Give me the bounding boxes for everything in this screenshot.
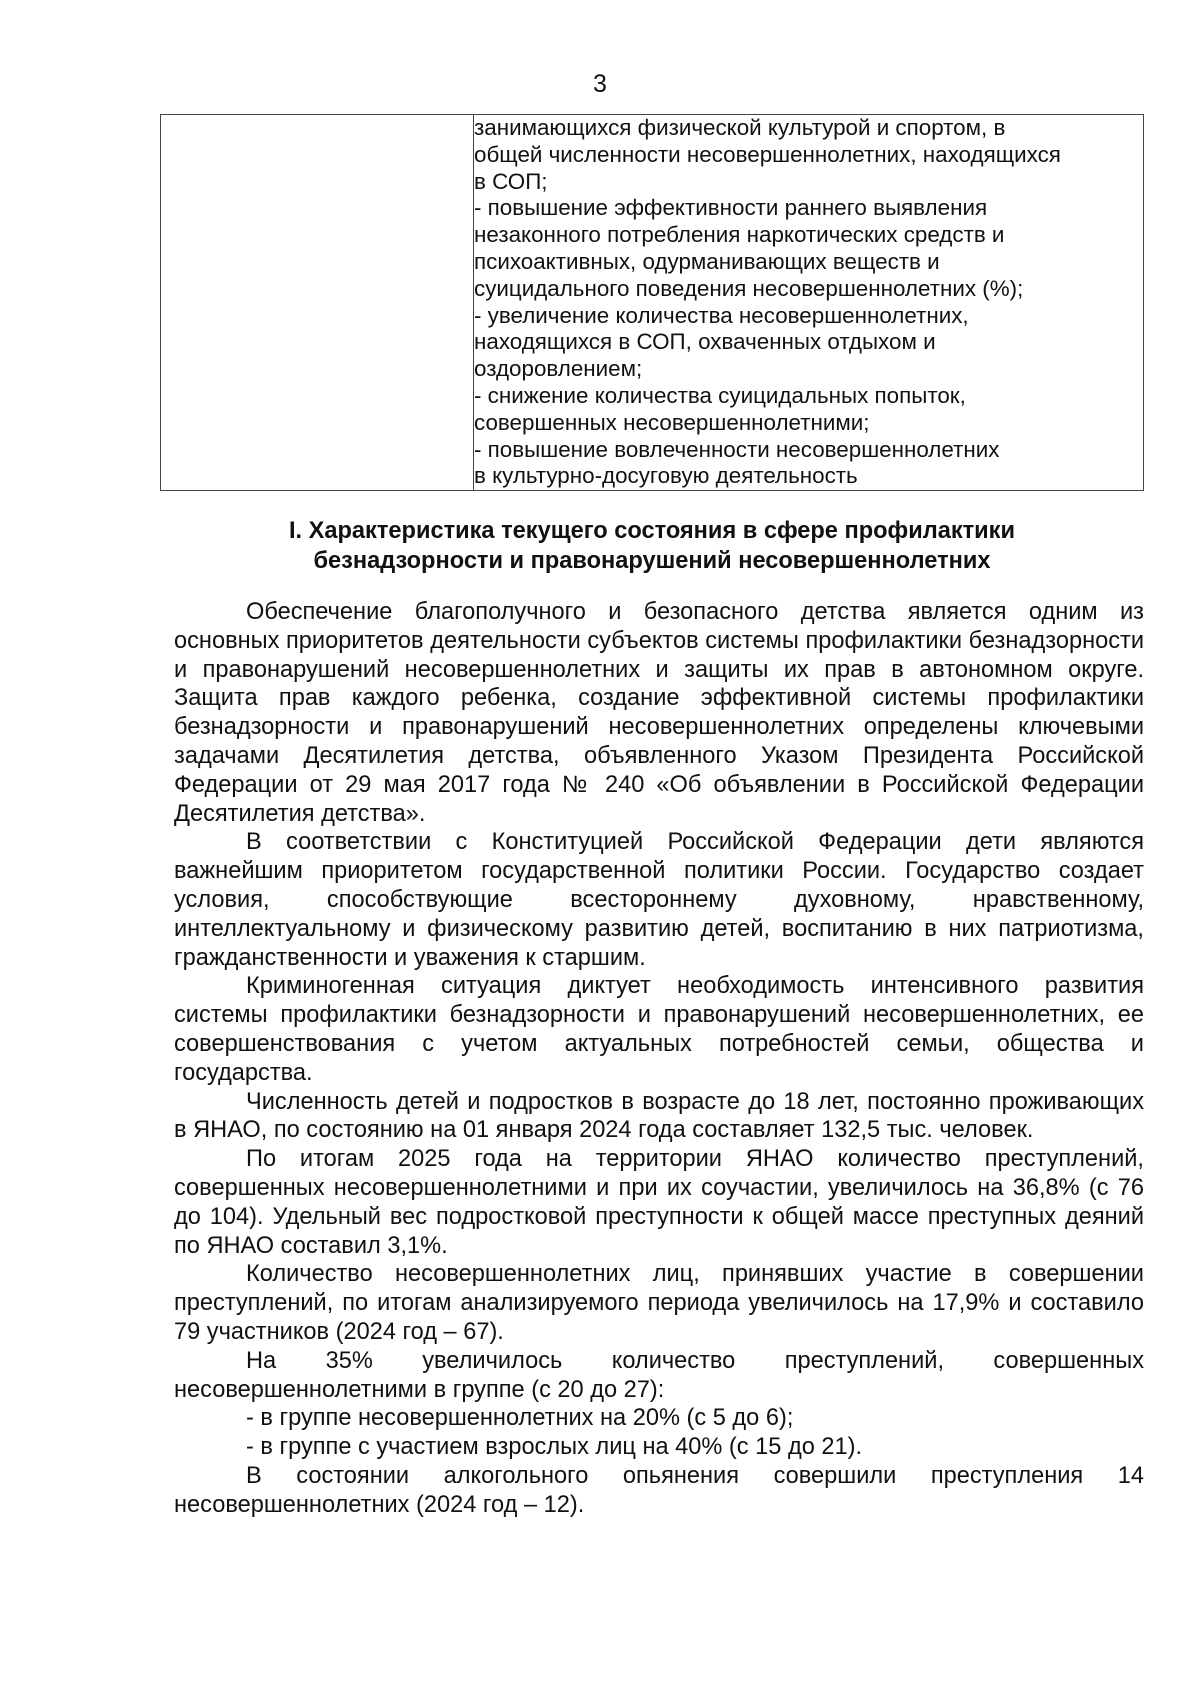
section-body (174, 598, 1144, 1520)
table-cell-line: общей численности несовершеннолетних, находящихся (474, 141, 1061, 167)
paragraph-crime-results-2025: По итогам 2025 года на территории ЯНАО количество преступлений, совершенных несовершеннолетними и при их соучастии, увеличилось на 36,8% (с 76 до 104). Удельный вес подростковой преступности к общей массе преступных деяний по ЯНАО составил 3,1%. (174, 1146, 1144, 1259)
table-cell-line: занимающихся физической культурой и спортом, в (474, 115, 1006, 140)
table-cell-line: совершенных несовершеннолетними; (474, 409, 870, 435)
table-cell-line: находящихся в СОП, охваченных отдыхом и (474, 329, 936, 355)
paragraph-minor-participants: Количество несовершеннолетних лиц, принявших участие в совершении преступлений, по итогам анализируемого периода увеличилось на 17,9% и составило 79 участников (2024 год – 67). (174, 1261, 1144, 1345)
table-cell-line: психоактивных, одурманивающих веществ и (474, 248, 940, 274)
section-heading (160, 516, 1144, 576)
paragraph-children-population: Численность детей и подростков в возрасте до 18 лет, постоянно проживающих в ЯНАО, по состоянию на 01 января 2024 года составляет 132,5 тыс. человек. (174, 1088, 1144, 1144)
table-cell-line: - повышение вовлеченности несовершеннолетних (474, 436, 1000, 462)
table-cell-line: оздоровлением; (474, 356, 643, 382)
table-cell-line: - снижение количества суицидальных попыток, (474, 382, 966, 408)
table-cell-line: в культурно-досуговую деятельность (474, 463, 858, 489)
page-number: 3 (593, 70, 607, 98)
paragraph-alcohol: В состоянии алкогольного опьянения совершили преступления 14 несовершеннолетних (2024 год – 12). (174, 1462, 1144, 1518)
section-heading-line-1: I. Характеристика текущего состояния в сфере профилактики (288, 518, 1015, 544)
table-cell-line: - повышение эффективности раннего выявления (474, 195, 988, 221)
goals-table-wrapper (160, 114, 1144, 491)
paragraph-constitution: В соответствии с Конституцией Российской Федерации дети являются важнейшим приоритетом государственной политики России. Государство создает условия, способствующие всестороннему духовному, нравственному, интеллектуальному и физическому развитию детей, воспитанию в них патриотизма, гражданственности и уважения к старшим. (174, 829, 1144, 971)
list-item-adults-group: - в группе с участием взрослых лиц на 40% (с 15 до 21). (246, 1434, 863, 1461)
paragraph-childhood-priority: Обеспечение благополучного и безопасного детства является одним из основных приоритетов деятельности субъектов системы профилактики безнадзорности и правонарушений несовершеннолетних и защиты их прав в автономном округе. Защита прав каждого ребенка, создание эффективной системы профилактики безнадзорности и правонарушений несовершеннолетних определены ключевыми задачами Десятилетия детства, объявленного Указом Президента Российской Федерации от 29 мая 2017 года № 240 «Об объявлении в Российской Федерации Десятилетия детства». (174, 599, 1144, 827)
goals-table (160, 114, 1144, 491)
table-cell-line: в СОП; (474, 168, 548, 194)
table-cell-goals (474, 115, 1144, 491)
table-cell-line: незаконного потребления наркотических средств и (474, 222, 1005, 248)
section-heading-line-2: безнадзорности и правонарушений несовершеннолетних (313, 548, 991, 574)
table-cell-empty (161, 115, 474, 491)
paragraph-group-crimes: На 35% увеличилось количество преступлений, совершенных несовершеннолетними в группе (с 20 до 27): (174, 1347, 1144, 1403)
table-cell-line: - увеличение количества несовершеннолетних, (474, 302, 969, 328)
table-row (161, 115, 1144, 491)
paragraph-criminogenic-situation: Криминогенная ситуация диктует необходимость интенсивного развития системы профилактики безнадзорности и правонарушений несовершеннолетних, ее совершенствования с учетом актуальных потребностей семьи, общества и государства. (174, 973, 1144, 1086)
table-cell-line: суицидального поведения несовершеннолетних (%); (474, 275, 1024, 301)
list-item-minors-group: - в группе несовершеннолетних на 20% (с 5 до 6); (246, 1405, 794, 1432)
